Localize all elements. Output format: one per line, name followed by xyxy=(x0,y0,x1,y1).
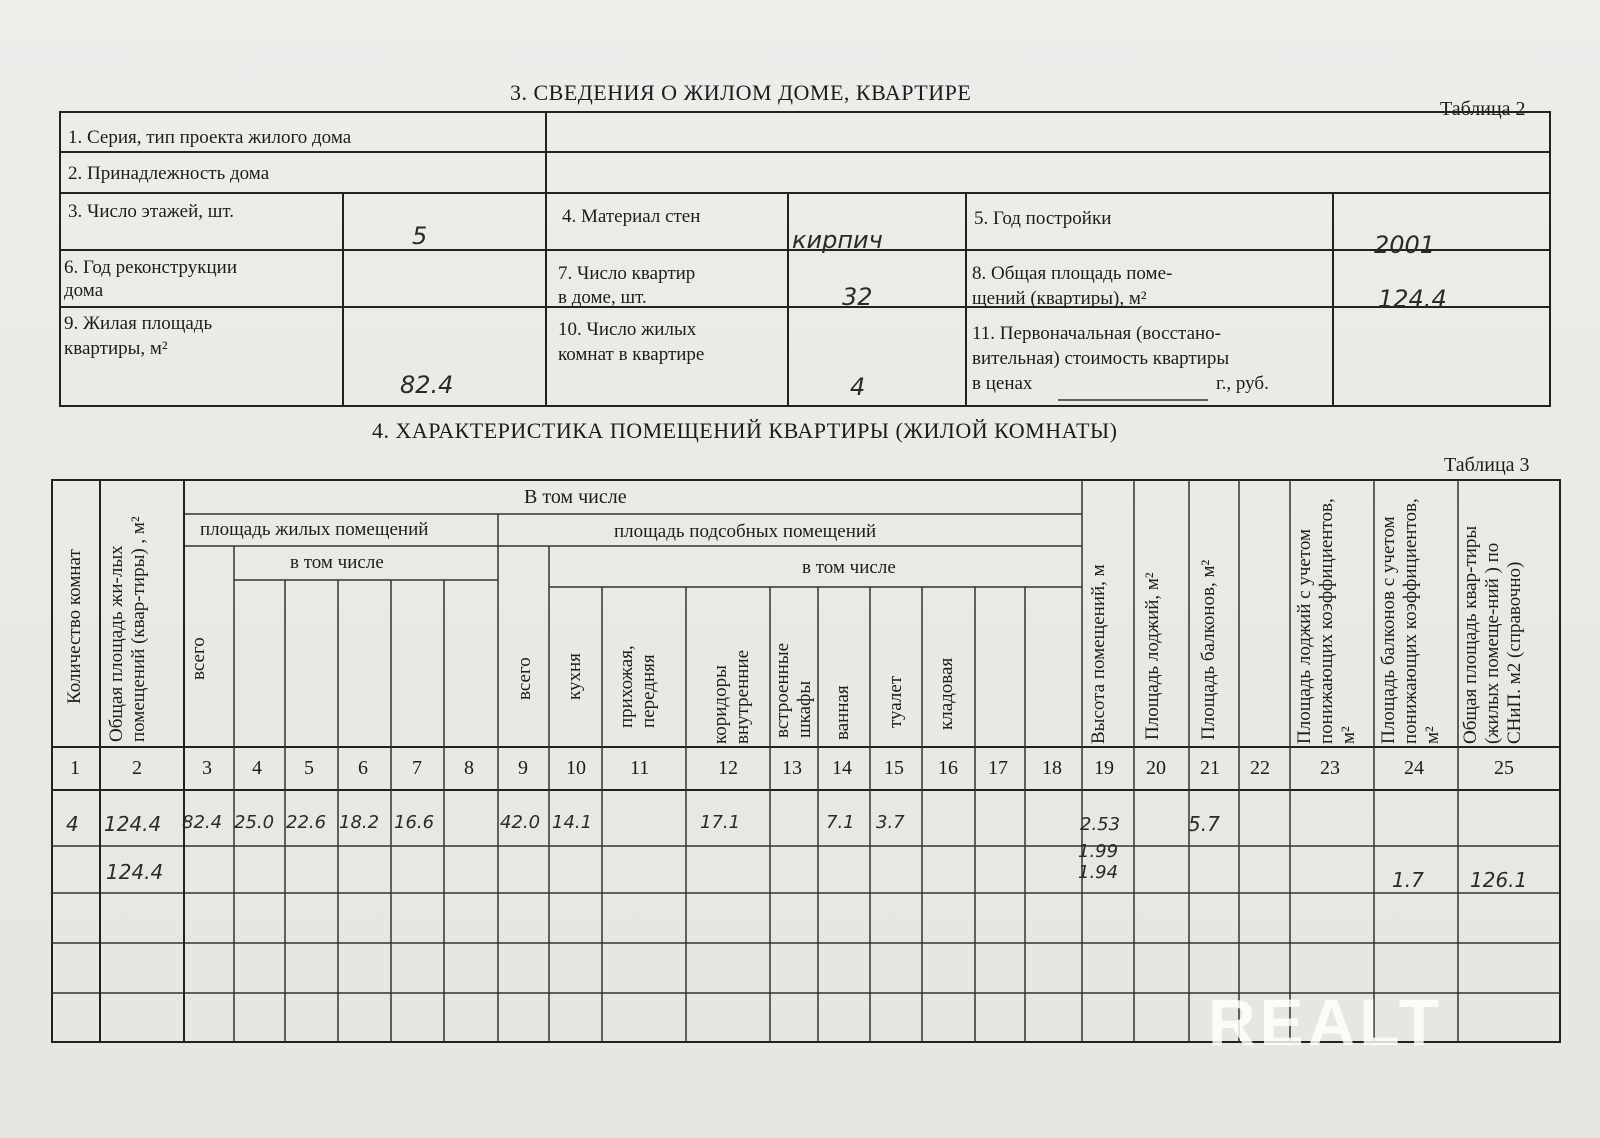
col-num-23: 23 xyxy=(1320,757,1340,779)
row2-balcony-coef: 1.7 xyxy=(1392,868,1424,892)
header-aux-area: площадь подсобных помещений xyxy=(614,521,877,542)
col-num-4: 4 xyxy=(252,757,262,779)
ownership-label: 2. Принадлежность дома xyxy=(68,163,270,184)
col-num-5: 5 xyxy=(304,757,314,779)
col-num-25: 25 xyxy=(1494,757,1514,779)
realt-watermark-logo: REALT xyxy=(1208,985,1444,1059)
row2-total-area: 124.4 xyxy=(106,860,164,884)
header-storage: кладовая xyxy=(936,657,957,730)
row1-room-3: 18.2 xyxy=(339,812,380,833)
header-toilet: туалет xyxy=(885,675,906,728)
header-hall: прихожая, передняя xyxy=(616,645,659,728)
col-num-15: 15 xyxy=(884,757,904,779)
row1-rooms: 4 xyxy=(66,812,79,836)
table2-label: Таблица 2 xyxy=(1440,98,1526,120)
header-in-total: В том числе xyxy=(524,486,627,508)
row1-height: 2.53 xyxy=(1080,814,1121,835)
col-num-1: 1 xyxy=(70,757,80,779)
col-num-8: 8 xyxy=(464,757,474,779)
table3-label: Таблица 3 xyxy=(1444,454,1530,476)
row2-height-2: 1.94 xyxy=(1078,862,1119,883)
year-built-label: 5. Год постройки xyxy=(974,208,1112,229)
header-living-all: всего xyxy=(188,637,209,680)
row1-corridors: 17.1 xyxy=(700,812,741,833)
col-num-12: 12 xyxy=(718,757,738,779)
rooms-label-2: комнат в квартире xyxy=(558,344,705,365)
flats-value: 32 xyxy=(842,283,873,311)
row1-aux-all: 42.0 xyxy=(500,812,541,833)
col-num-16: 16 xyxy=(938,757,958,779)
header-balcony: Площадь балконов, м² xyxy=(1198,559,1219,740)
col-num-7: 7 xyxy=(412,757,422,779)
wall-label: 4. Материал стен xyxy=(562,206,701,227)
row2-height-1: 1.99 xyxy=(1078,841,1119,862)
reconstruction-label-2: дома xyxy=(64,280,104,301)
col-num-10: 10 xyxy=(566,757,586,779)
header-loggia: Площадь лоджий, м² xyxy=(1142,572,1163,740)
row1-room-4: 16.6 xyxy=(394,812,435,833)
living-area-label-2: квартиры, м² xyxy=(64,338,168,359)
cost-label: 11. Первоначальная (восстано- xyxy=(972,323,1221,344)
reconstruction-label: 6. Год реконструкции xyxy=(64,257,238,278)
total-area-label: 8. Общая площадь поме- xyxy=(972,263,1173,284)
total-area-value: 124.4 xyxy=(1378,285,1447,313)
row2-total-snip: 126.1 xyxy=(1470,868,1528,892)
cost-label-3b: г., руб. xyxy=(1216,373,1269,394)
col-num-14: 14 xyxy=(832,757,852,779)
col-num-18: 18 xyxy=(1042,757,1062,779)
header-including-living: в том числе xyxy=(290,552,384,573)
col-num-20: 20 xyxy=(1146,757,1166,779)
header-loggia-coef: Площадь лоджий с учетом понижающих коэффициентов, м² xyxy=(1294,498,1359,744)
section4-title: 4. ХАРАКТЕРИСТИКА ПОМЕЩЕНИЙ КВАРТИРЫ (ЖИЛОЙ КОМНАТЫ) xyxy=(372,418,1118,443)
col-num-21: 21 xyxy=(1200,757,1220,779)
header-balcony-coef: Площадь балконов с учетом понижающих коэффициентов, м² xyxy=(1378,498,1443,744)
col-num-22: 22 xyxy=(1250,757,1270,779)
row1-toilet: 3.7 xyxy=(876,812,905,833)
col-num-13: 13 xyxy=(782,757,802,779)
header-aux-all: всего xyxy=(514,657,535,700)
floors-label: 3. Число этажей, шт. xyxy=(68,201,235,222)
row1-bathroom: 7.1 xyxy=(826,812,855,833)
floors-value: 5 xyxy=(412,222,428,250)
row1-room-1: 25.0 xyxy=(234,812,275,833)
row1-kitchen: 14.1 xyxy=(552,812,593,833)
header-total-snip: Общая площадь квар-тиры (жилых помеще-ний ) по СНиП. м2 (справочно) xyxy=(1460,525,1525,744)
flats-label-2: в доме, шт. xyxy=(558,287,647,308)
living-area-value: 82.4 xyxy=(400,371,454,399)
header-kitchen: кухня xyxy=(564,653,585,700)
flats-label: 7. Число квартир xyxy=(558,263,696,284)
header-bathroom: ванная xyxy=(832,685,853,740)
col-num-11: 11 xyxy=(630,757,650,779)
section3-title: 3. СВЕДЕНИЯ О ЖИЛОМ ДОМЕ, КВАРТИРЕ xyxy=(510,80,972,105)
header-closets: встроенные шкафы xyxy=(772,642,815,738)
series-label: 1. Серия, тип проекта жилого дома xyxy=(68,127,352,148)
cost-label-2: вительная) стоимость квартиры xyxy=(972,348,1230,369)
row1-room-2: 22.6 xyxy=(286,812,327,833)
col-num-6: 6 xyxy=(358,757,368,779)
col-num-2: 2 xyxy=(132,757,142,779)
col-num-17: 17 xyxy=(988,757,1008,779)
header-height: Высота помещений, м xyxy=(1088,564,1109,744)
header-rooms-count: Количество комнат xyxy=(64,549,85,704)
header-corridors: коридоры внутренние xyxy=(710,649,753,744)
col-num-9: 9 xyxy=(518,757,528,779)
header-total-area: Общая площадь жи-лых помещений (квар-тиры) , м² xyxy=(106,516,149,742)
cost-label-3a: в ценах xyxy=(972,373,1033,394)
row1-living-all: 82.4 xyxy=(182,812,223,833)
total-area-label-2: щений (квартиры), м² xyxy=(972,288,1147,309)
row1-total-area: 124.4 xyxy=(104,812,162,836)
rooms-label: 10. Число жилых xyxy=(558,319,697,340)
header-living-area: площадь жилых помещений xyxy=(200,519,429,540)
col-num-3: 3 xyxy=(202,757,212,779)
row1-balcony: 5.7 xyxy=(1188,812,1220,836)
year-built-value: 2001 xyxy=(1374,231,1436,259)
col-num-19: 19 xyxy=(1094,757,1114,779)
rooms-value: 4 xyxy=(850,373,866,401)
header-including-aux: в том числе xyxy=(802,557,896,578)
living-area-label: 9. Жилая площадь xyxy=(64,313,213,334)
wall-value: кирпич xyxy=(792,226,883,254)
col-num-24: 24 xyxy=(1404,757,1424,779)
